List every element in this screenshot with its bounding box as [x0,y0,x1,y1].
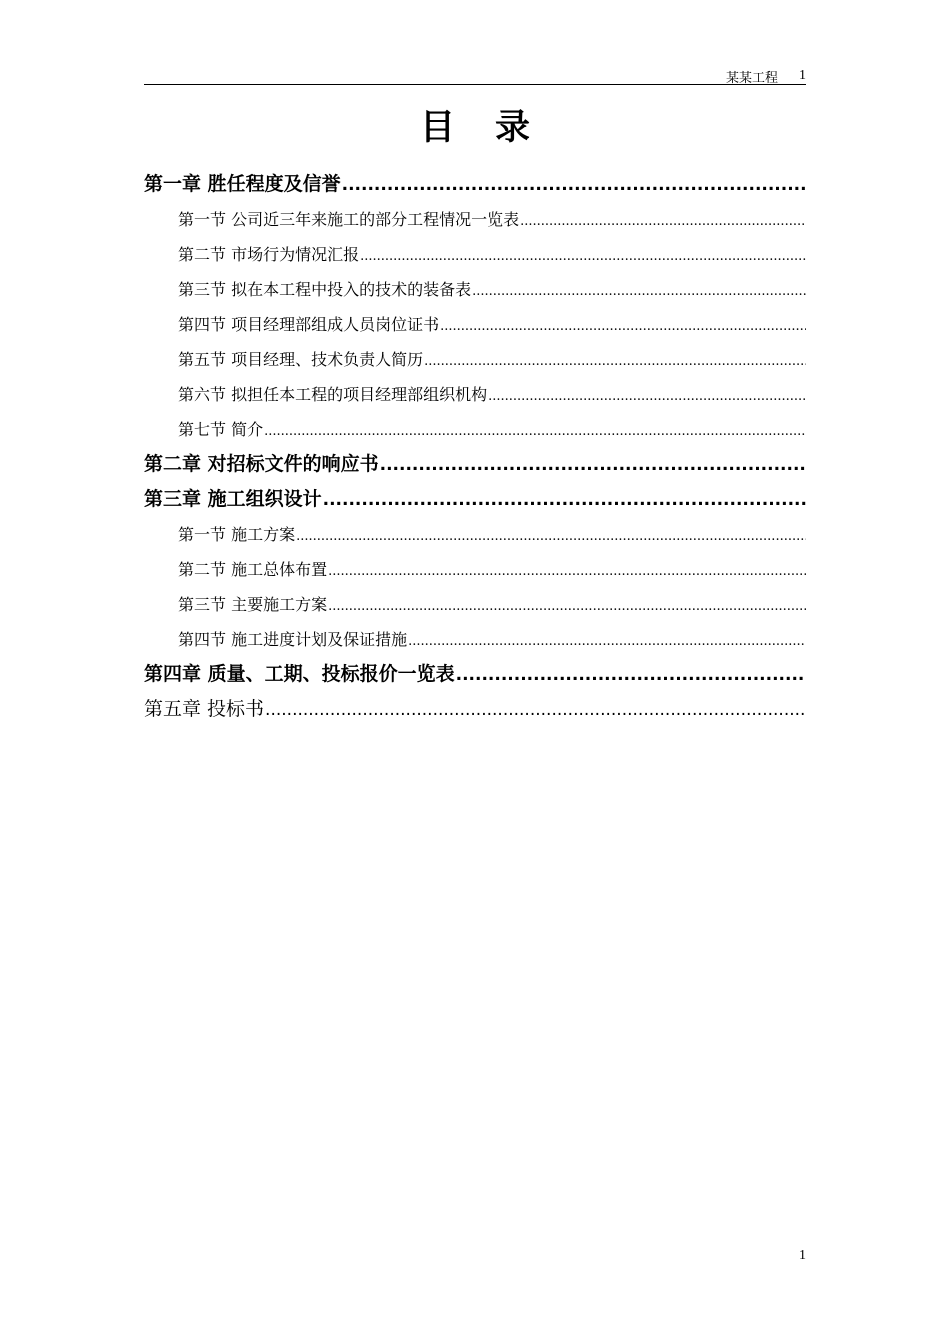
toc-chapter-2[interactable] [144,447,806,482]
toc-section-1-3[interactable] [144,272,806,307]
toc-section-1-6[interactable] [144,377,806,412]
toc-section-3-3[interactable] [144,587,806,622]
dot-leader [323,483,806,517]
toc-entry-label: 第四节 施工进度计划及保证措施 [178,630,408,649]
toc-section-1-5[interactable] [144,342,806,377]
toc-section-3-2[interactable] [144,552,806,587]
toc-chapter-4[interactable] [144,657,806,692]
toc-title: 目录 [419,108,570,148]
toc-entry-label: 第二章 对招标文件的响应书 [144,453,379,475]
dot-leader [265,693,806,727]
dot-leader [296,519,806,552]
toc-section-1-7[interactable] [144,412,806,447]
dot-leader [408,624,806,657]
page-header [144,64,806,85]
toc-entry-label: 第二节 市场行为情况汇报 [178,245,360,264]
toc-entry-label: 第四节 项目经理部组成人员岗位证书 [178,315,440,334]
toc-entry-label: 第一章 胜任程度及信誉 [144,173,341,195]
toc-entry-label: 第一节 施工方案 [178,525,296,544]
dot-leader [328,554,806,587]
toc-entry-label: 第三节 拟在本工程中投入的技术的装备表 [178,280,472,299]
toc-entry-label: 第三节 主要施工方案 [178,595,328,614]
dot-leader [380,448,806,482]
toc-section-1-1[interactable] [144,202,806,237]
toc-entry-label: 第五章 投标书 [144,698,265,720]
dot-leader [424,344,806,377]
dot-leader [360,239,806,272]
dot-leader [472,274,806,307]
toc-section-3-1[interactable] [144,517,806,552]
dot-leader [264,414,806,447]
toc-entry-label: 第五节 项目经理、技术负责人简历 [178,350,424,369]
toc-chapter-1[interactable] [144,167,806,202]
toc-entry-label: 第三章 施工组织设计 [144,488,322,510]
toc-section-3-4[interactable] [144,622,806,657]
toc-entry-label: 第一节 公司近三年来施工的部分工程情况一览表 [178,210,520,229]
header-title: 某某工程 [725,71,778,86]
dot-leader [342,168,806,202]
toc-chapter-3[interactable] [144,482,806,517]
toc-entry-label: 第二节 施工总体布置 [178,560,328,579]
footer-page-number: 1 [799,1248,806,1263]
toc-chapter-5[interactable] [144,692,806,727]
toc-entry-label: 第六节 拟担任本工程的项目经理部组织机构 [178,385,488,404]
dot-leader [520,204,806,237]
table-of-contents [144,167,806,727]
dot-leader [456,658,806,692]
toc-section-1-4[interactable] [144,307,806,342]
toc-entry-label: 第四章 质量、工期、投标报价一览表 [144,663,455,685]
dot-leader [440,309,806,342]
toc-section-1-2[interactable] [144,237,806,272]
header-page-number: 1 [799,68,806,83]
dot-leader [328,589,806,622]
dot-leader [488,379,806,412]
toc-entry-label: 第七节 简介 [178,420,264,439]
